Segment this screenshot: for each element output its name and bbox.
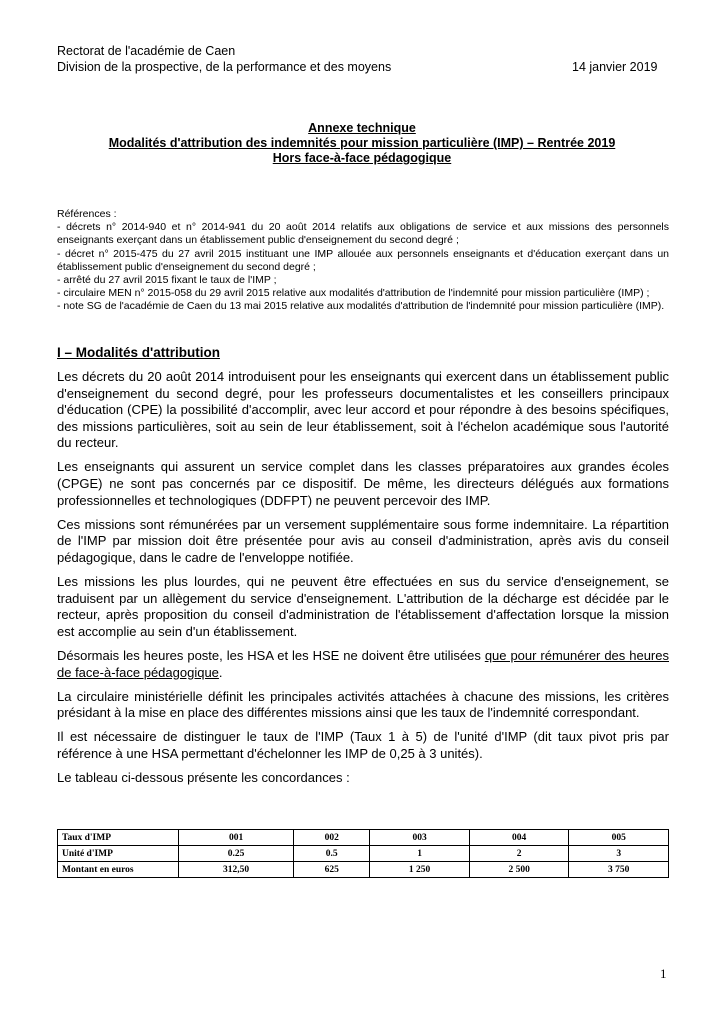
title-line-hors-face: Hors face-à-face pédagogique <box>272 151 452 165</box>
table-cell: 1 <box>370 846 470 862</box>
table-cell: 001 <box>179 830 294 846</box>
paragraph-text: . <box>218 664 223 680</box>
table-row-label: Montant en euros <box>58 862 179 878</box>
table-cell: 005 <box>569 830 669 846</box>
table-cell: 0.25 <box>179 846 294 862</box>
paragraph: Ces missions sont rémunérées par un versement supplémentaire sous forme indemnitaire. La répartition de l'IMP par mission doit être présentée pour avis au conseil d'administration, après avis du conseil pédagogique, dans le cadre de l'enveloppe notifiée. <box>57 516 669 565</box>
title-line-modalites: Modalités d'attribution des indemnités pour mission particulière (IMP) – Rentrée 2019 <box>108 136 616 150</box>
table-cell: 3 750 <box>569 862 669 878</box>
paragraph: Les décrets du 20 août 2014 introduisent pour les enseignants qui exercent dans un établissement public d'enseignement du second degré, pour les professeurs documentalistes et les conseillers principaux d'éducation (CPE) la possibilité d'accomplir, avec leur accord et pour répondre à des besoins spécifiques, des missions particulières, soit au sein de leur établissement, soit à l'échelon académique sous l'autorité du recteur. <box>57 369 669 451</box>
header-organization <box>57 43 391 75</box>
table-row-label: Taux d'IMP <box>58 830 179 846</box>
references-heading: Références : <box>57 208 117 220</box>
document-title <box>57 121 667 166</box>
paragraph: Le tableau ci-dessous présente les concordances : <box>57 769 350 785</box>
table-row <box>58 846 669 862</box>
table-row-label: Unité d'IMP <box>58 846 179 862</box>
section-title-modalites: I – Modalités d'attribution <box>57 345 220 360</box>
page-number: 1 <box>660 966 667 981</box>
reference-item: - note SG de l'académie de Caen du 13 mai 2015 relative aux modalités d'attribution de l'indemnité pour mission particulière (IMP). <box>57 300 665 313</box>
reference-item: - circulaire MEN n° 2015-058 du 29 avril 2015 relative aux modalités d'attribution de l'indemnité pour mission particulière (IMP) ; <box>57 287 650 300</box>
table-cell: 3 <box>569 846 669 862</box>
table-cell: 312,50 <box>179 862 294 878</box>
paragraph: Il est nécessaire de distinguer le taux de l'IMP (Taux 1 à 5) de l'unité d'IMP (dit taux pivot pris par référence à une HSA permettant d'échelonner les IMP de 0,25 à 3 unités). <box>57 729 669 761</box>
paragraph: Les missions les plus lourdes, qui ne peuvent être effectuées en sus du service d'enseignement, se traduisent par un allègement du service d'enseignement. L'attribution de la décharge est décidée par le recteur, après proposition du conseil d'administration de l'établissement d'affectation lorsque la mission est accomplie au sein d'un établissement. <box>57 574 669 639</box>
imp-concordance-table <box>57 829 669 878</box>
header-line-division: Division de la prospective, de la performance et des moyens <box>57 60 392 74</box>
table-cell: 625 <box>294 862 370 878</box>
header-line-rectorat: Rectorat de l'académie de Caen <box>57 44 236 58</box>
title-line-annexe: Annexe technique <box>308 121 416 135</box>
paragraph: La circulaire ministérielle définit les principales activités attachées à chacune des missions, les critères présidant à la mise en place des différentes missions ainsi que les taux de l'indemnité correspondant. <box>57 688 669 721</box>
table-row <box>58 862 669 878</box>
table-cell: 0.5 <box>294 846 370 862</box>
table-cell: 003 <box>370 830 470 846</box>
section-body <box>57 369 669 794</box>
references-block <box>57 208 669 314</box>
paragraph-heures-poste <box>57 648 669 681</box>
table-cell: 2 <box>469 846 569 862</box>
underlined-text: que pour rémunérer des heures de face-à-face pédagogique <box>57 647 669 680</box>
table-cell: 004 <box>469 830 569 846</box>
reference-item: - arrêté du 27 avril 2015 fixant le taux de l'IMP ; <box>57 274 277 287</box>
header-date: 14 janvier 2019 <box>572 60 658 74</box>
reference-item: - décrets n° 2014-940 et n° 2014-941 du 20 août 2014 relatifs aux obligations de service et aux missions des personnels enseignants exerçant dans un établissement public d'enseignement du second degré ; <box>57 221 669 247</box>
table-cell: 002 <box>294 830 370 846</box>
paragraph-text: Désormais les heures poste, les HSA et les HSE ne doivent être utilisées <box>57 647 485 663</box>
table-cell: 2 500 <box>469 862 569 878</box>
table-cell: 1 250 <box>370 862 470 878</box>
table-row <box>58 830 669 846</box>
reference-item: - décret n° 2015-475 du 27 avril 2015 instituant une IMP allouée aux personnels enseignants et d'éducation exerçant dans un établissement public d'enseignement du second degré ; <box>57 247 669 273</box>
paragraph: Les enseignants qui assurent un service complet dans les classes préparatoires aux grandes écoles (CPGE) ne sont pas concernés par ce dispositif. De même, les directeurs délégués aux formations professionnelles et technologiques (DDFPT) ne peuvent percevoir des IMP. <box>57 459 669 508</box>
